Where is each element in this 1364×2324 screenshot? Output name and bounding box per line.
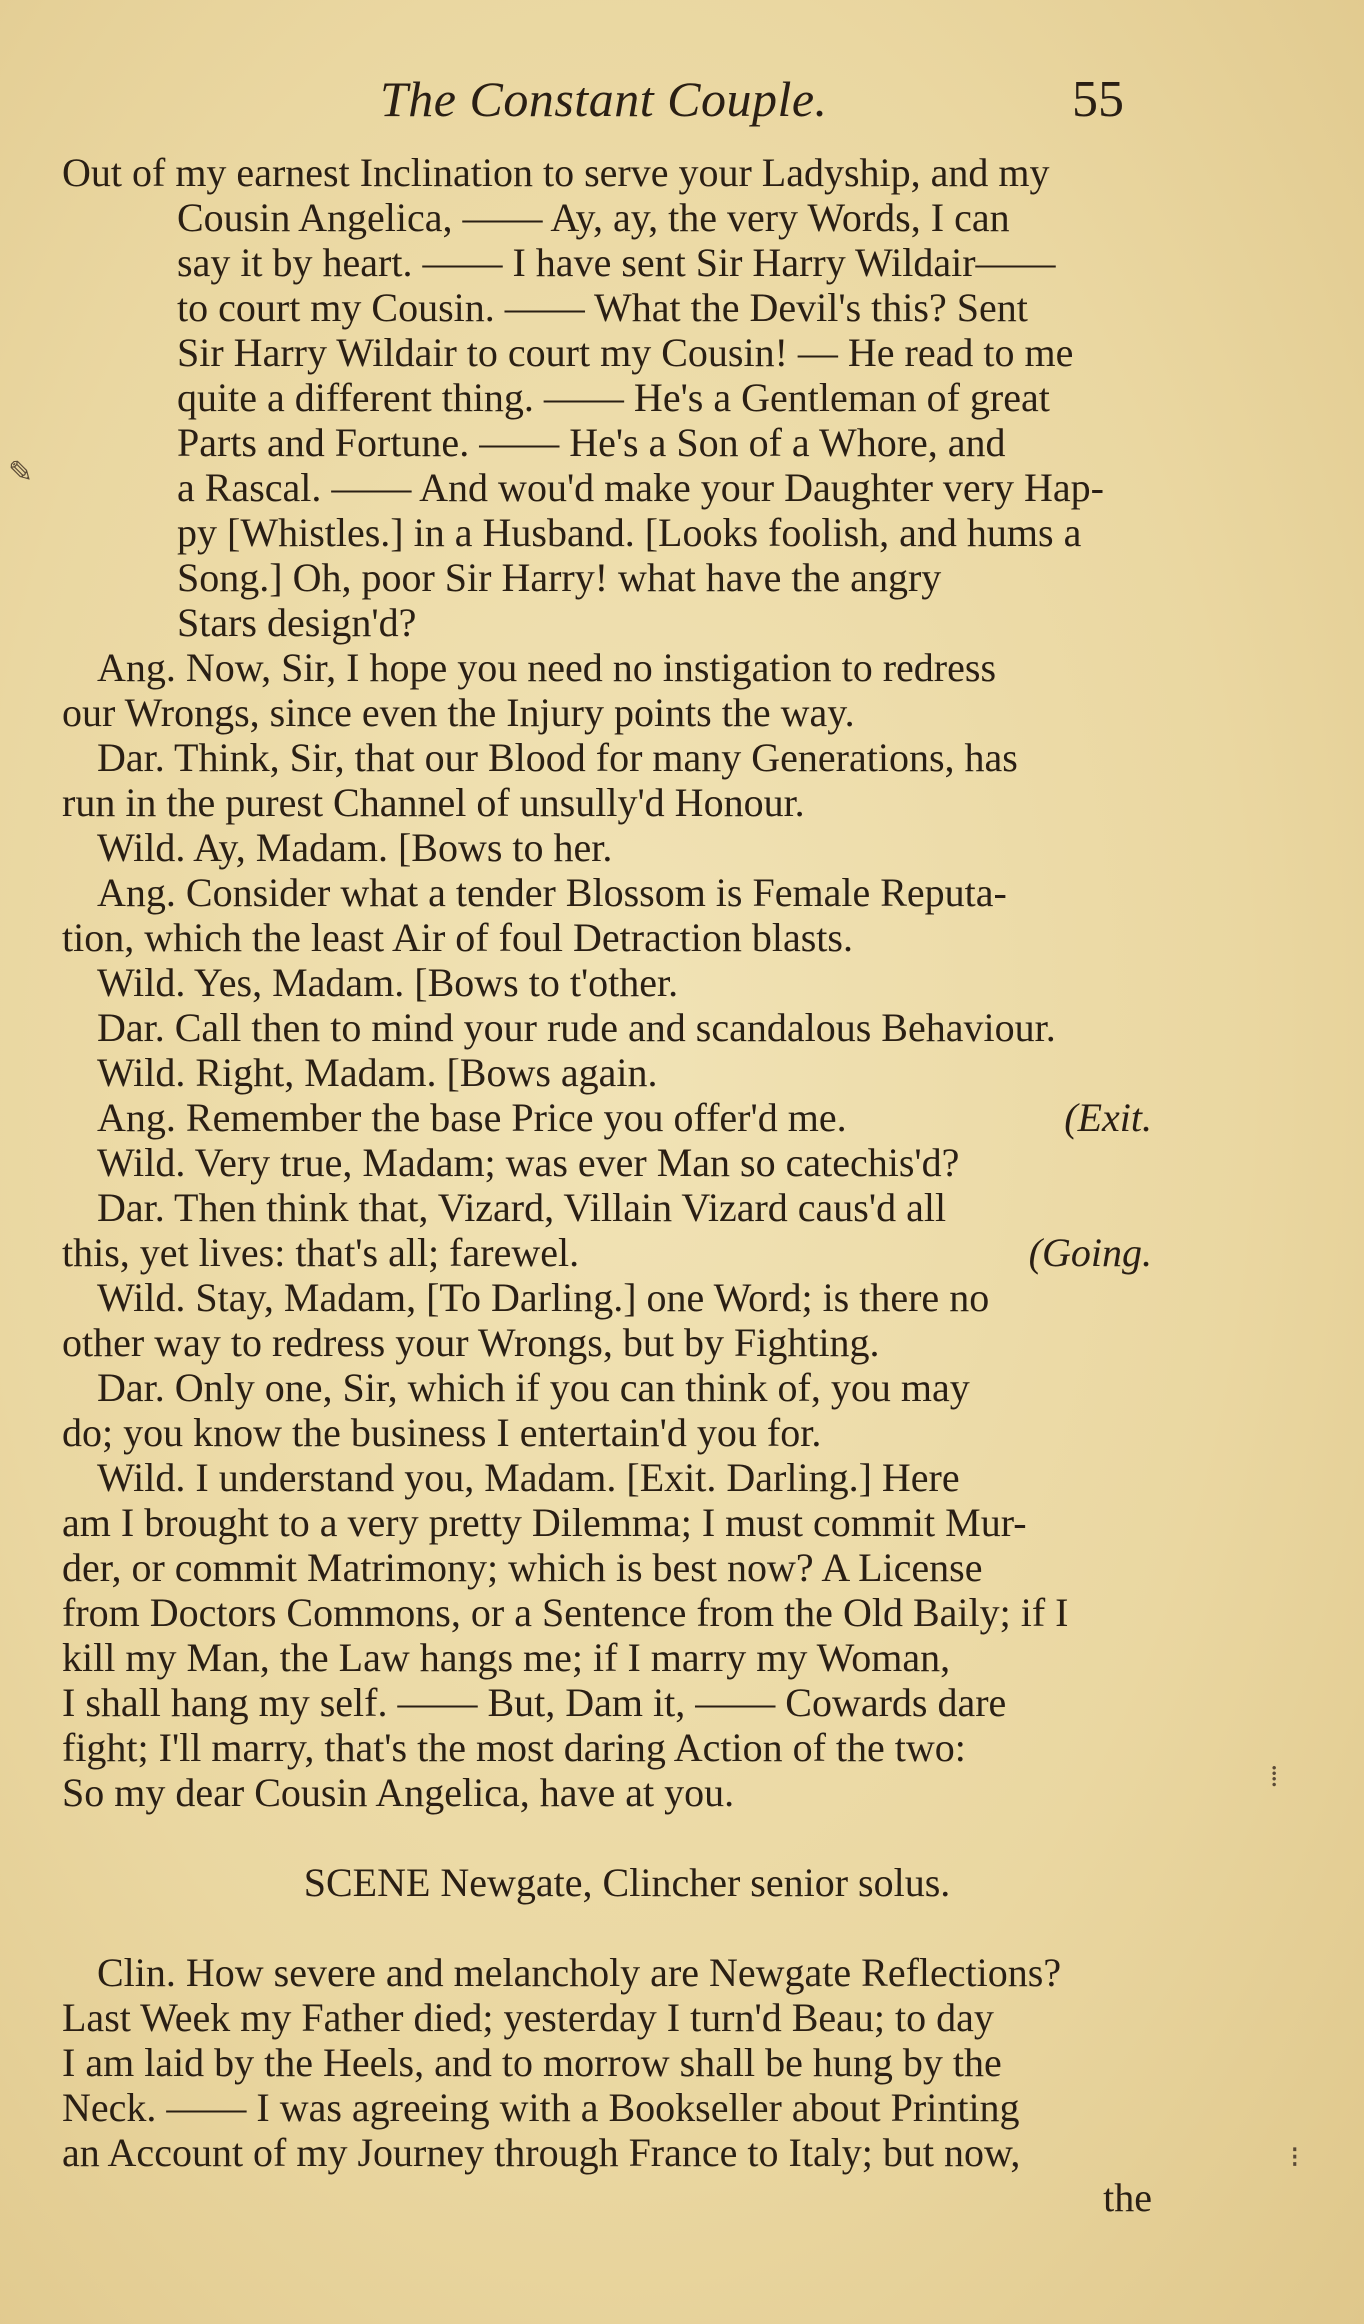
- text-line: other way to redress your Wrongs, but by Fighting.: [62, 1320, 880, 1365]
- speech-line: Wild. Ay, Madam. [Bows to her.: [97, 825, 613, 870]
- margin-mark: ✎: [8, 456, 34, 489]
- text-line: kill my Man, the Law hangs me; if I marry my Woman,: [62, 1635, 951, 1680]
- running-title: The Constant Couple.: [380, 71, 828, 127]
- body-text: [62, 150, 1152, 2220]
- text-line: Parts and Fortune. —— He's a Son of a Whore, and: [177, 420, 1006, 465]
- text-line-with-direction: [62, 1230, 1152, 1275]
- stage-direction: (Going.: [1028, 1230, 1152, 1275]
- text-line: Song.] Oh, poor Sir Harry! what have the angry: [177, 555, 942, 600]
- text-line: Sir Harry Wildair to court my Cousin! — He read to me: [177, 330, 1074, 375]
- speech-line: Wild. Very true, Madam; was ever Man so catechis'd?: [97, 1140, 960, 1185]
- text-line: Out of my earnest Inclination to serve your Ladyship, and my: [62, 150, 1050, 195]
- speech-line: Dar. Only one, Sir, which if you can think of, you may: [97, 1365, 970, 1410]
- speech-line: Dar. Call then to mind your rude and scandalous Behaviour.: [97, 1005, 1056, 1050]
- text-line: I shall hang my self. —— But, Dam it, —— Cowards dare: [62, 1680, 1007, 1725]
- text-line: tion, which the least Air of foul Detraction blasts.: [62, 915, 853, 960]
- speech-line: Wild. I understand you, Madam. [Exit. Darling.] Here: [97, 1455, 960, 1500]
- text-line: Cousin Angelica, —— Ay, ay, the very Words, I can: [177, 195, 1010, 240]
- text-line: I am laid by the Heels, and to morrow shall be hung by the: [62, 2040, 1002, 2085]
- text-line: say it by heart. —— I have sent Sir Harry Wildair——: [177, 240, 1056, 285]
- speech-text: this, yet lives: that's all; farewel.: [62, 1230, 580, 1275]
- speech-line: Wild. Stay, Madam, [To Darling.] one Word; is there no: [97, 1275, 990, 1320]
- stage-direction: (Exit.: [1064, 1095, 1152, 1140]
- speech-line: Clin. How severe and melancholy are Newgate Reflections?: [97, 1950, 1062, 1995]
- text-line: quite a different thing. —— He's a Gentleman of great: [177, 375, 1050, 420]
- page-number: 55: [1072, 71, 1124, 128]
- text-line: fight; I'll marry, that's the most daring Action of the two:: [62, 1725, 966, 1770]
- text-line: So my dear Cousin Angelica, have at you.: [62, 1770, 735, 1815]
- text-line: an Account of my Journey through France to Italy; but now,: [62, 2130, 1021, 2175]
- text-line: our Wrongs, since even the Injury points the way.: [62, 690, 855, 735]
- text-line: a Rascal. —— And wou'd make your Daughter very Hap-: [177, 465, 1104, 510]
- speech-line: Dar. Think, Sir, that our Blood for many Generations, has: [97, 735, 1018, 780]
- page-header: [0, 70, 1364, 140]
- text-line: do; you know the business I entertain'd you for.: [62, 1410, 822, 1455]
- text-line: der, or commit Matrimony; which is best now? A License: [62, 1545, 983, 1590]
- speech-line: Ang. Now, Sir, I hope you need no instigation to redress: [97, 645, 997, 690]
- speech-text: Ang. Remember the base Price you offer'd me.: [97, 1095, 847, 1140]
- margin-mark: ⁞: [1270, 1760, 1279, 1793]
- text-line: am I brought to a very pretty Dilemma; I must commit Mur-: [62, 1500, 1027, 1545]
- speech-line-with-direction: [62, 1095, 1152, 1140]
- scene-heading: SCENE Newgate, Clincher senior solus.: [303, 1860, 951, 1905]
- speech-line: Wild. Yes, Madam. [Bows to t'other.: [97, 960, 679, 1005]
- text-line: Last Week my Father died; yesterday I turn'd Beau; to day: [62, 1995, 994, 2040]
- speech-line: Dar. Then think that, Vizard, Villain Vizard caus'd all: [97, 1185, 947, 1230]
- margin-mark: ⁝: [1290, 2141, 1300, 2174]
- text-line: py [Whistles.] in a Husband. [Looks foolish, and hums a: [177, 510, 1082, 555]
- speech-line: Wild. Right, Madam. [Bows again.: [97, 1050, 658, 1095]
- text-line: to court my Cousin. —— What the Devil's this? Sent: [177, 285, 1028, 330]
- text-line: run in the purest Channel of unsully'd Honour.: [62, 780, 805, 825]
- speech-line: Ang. Consider what a tender Blossom is Female Reputa-: [97, 870, 1007, 915]
- text-line: Neck. —— I was agreeing with a Bookseller about Printing: [62, 2085, 1020, 2130]
- catchword: the: [1103, 2175, 1152, 2220]
- text-line: Stars design'd?: [177, 600, 417, 645]
- text-line: from Doctors Commons, or a Sentence from the Old Baily; if I: [62, 1590, 1069, 1635]
